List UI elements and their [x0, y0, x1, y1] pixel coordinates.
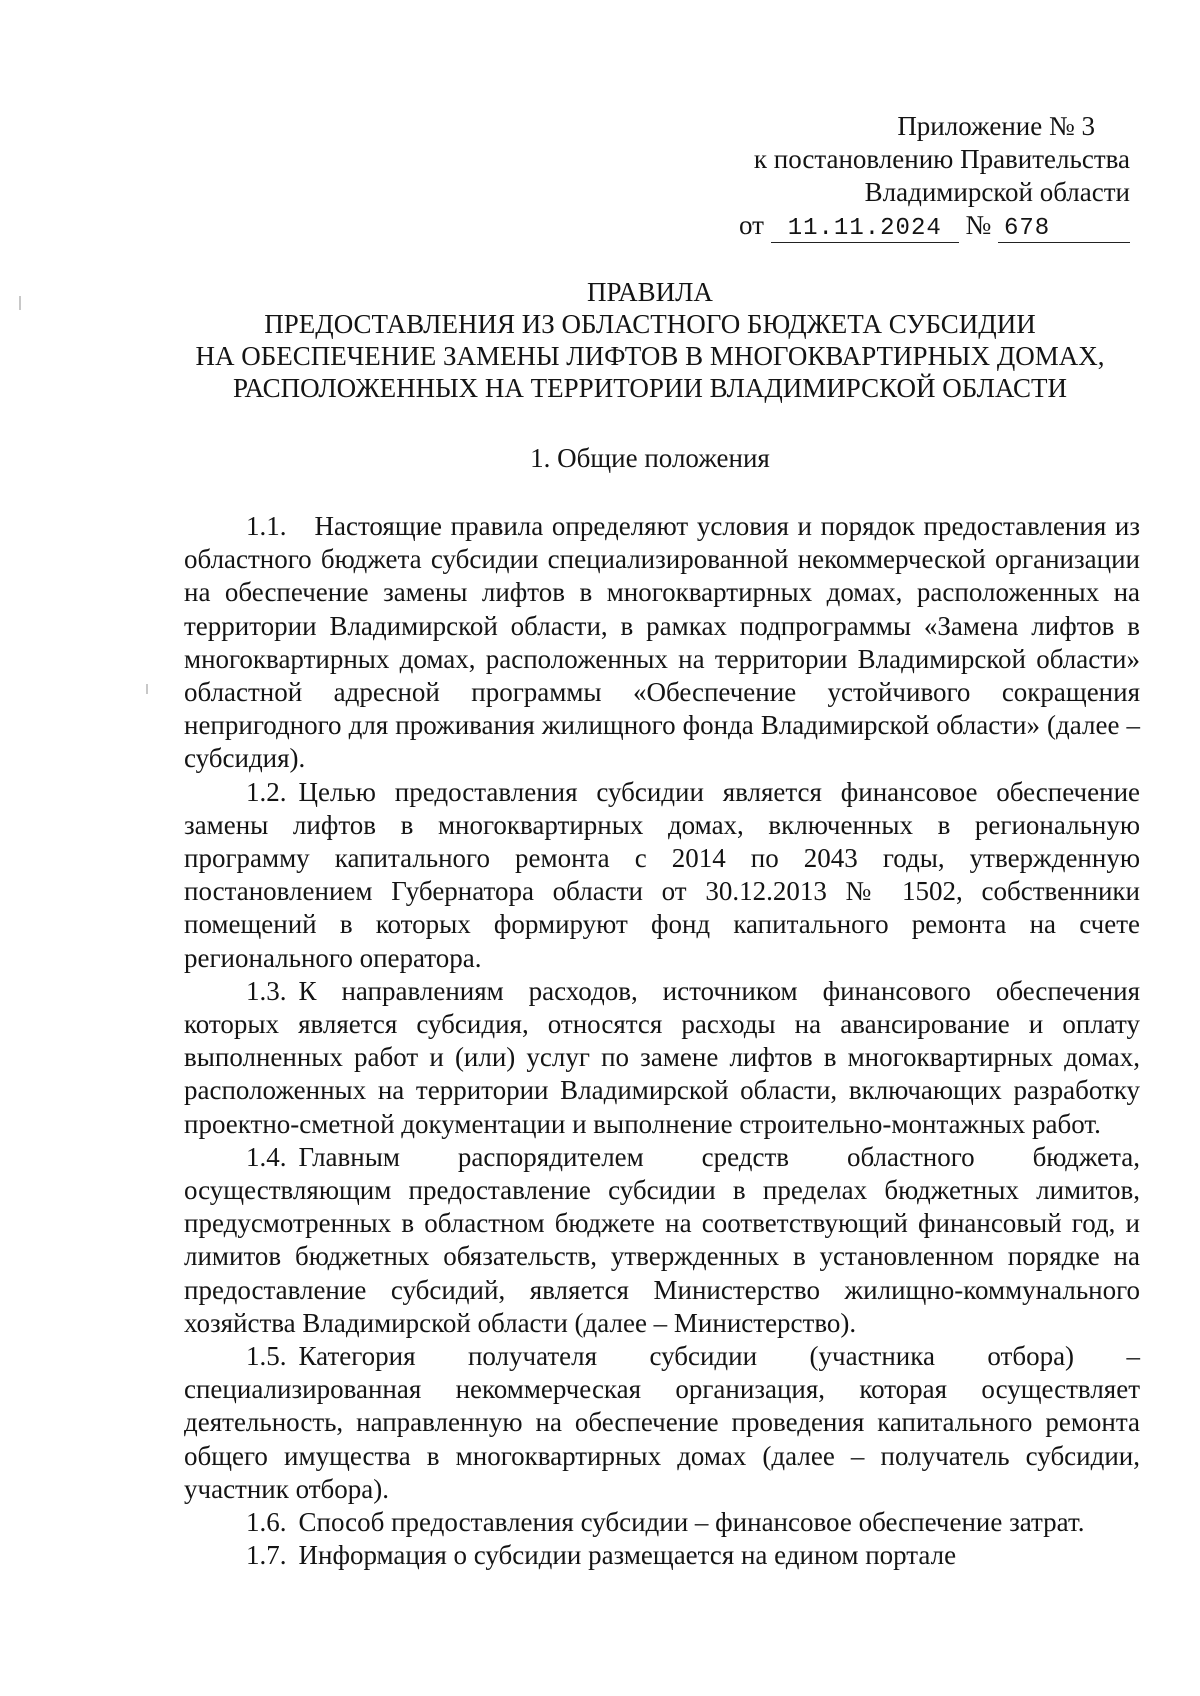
document-title	[160, 276, 1140, 404]
paragraph-number: 1.4.	[246, 1141, 287, 1172]
paragraph-1-3	[184, 975, 1140, 1141]
title-line: ПРЕДОСТАВЛЕНИЯ ИЗ ОБЛАСТНОГО БЮДЖЕТА СУБСИДИИ	[264, 309, 1036, 339]
paragraph-1-4	[184, 1141, 1140, 1340]
scan-margin-mark	[19, 296, 21, 310]
scan-margin-mark	[146, 684, 148, 694]
paragraph-1-2	[184, 776, 1140, 975]
paragraph-text: Целью предоставления субсидии является финансовое обеспечение замены лифтов в многоквартирных домах, включенных в региональную программу капитального ремонта с 2014 по 2043 годы, утвержденную постановлением Губернатора области от 30.12.2013 № 1502, собственники помещений в которых формируют фонд капитального ремонта на счете регионального оператора.	[184, 776, 1140, 973]
paragraph-text: Информация о субсидии размещается на едином портале	[298, 1540, 957, 1571]
annex-label: Приложение № 3	[897, 111, 1095, 141]
title-line: ПРАВИЛА	[587, 277, 713, 307]
resolution-date: 11.11.2024	[771, 217, 959, 243]
paragraph-number: 1.1.	[246, 511, 287, 541]
date-prefix: от	[739, 210, 764, 240]
region-name: Владимирской области	[864, 177, 1130, 207]
title-line: НА ОБЕСПЕЧЕНИЕ ЗАМЕНЫ ЛИФТОВ В МНОГОКВАРТИРНЫХ ДОМАХ,	[195, 341, 1105, 371]
document-body	[184, 510, 1140, 1573]
paragraph-number: 1.6.	[246, 1507, 287, 1538]
paragraph-1-7	[184, 1539, 1140, 1572]
number-sign: №	[965, 210, 992, 240]
paragraph-text: Способ предоставления субсидии – финансовое обеспечение затрат.	[298, 1507, 1085, 1538]
section-heading: 1. Общие положения	[530, 443, 770, 473]
resolution-number: 678	[998, 217, 1130, 243]
paragraph-number: 1.7.	[246, 1540, 287, 1571]
paragraph-text: К направлениям расходов, источником финансового обеспечения которых является субсидия, относятся расходы на авансирование и оплату выполненных работ и (или) услуг по замене лифтов в многоквартирных домах, расположенных на территории Владимирской области, включающих разработку проектно-сметной документации и выполнение строительно-монтажных работ.	[184, 975, 1140, 1139]
paragraph-text: Категория получателя субсидии (участника отбора) – специализированная некоммерческая организация, которая осуществляет деятельность, направленную на обеспечение проведения капитального ремонта общего имущества в многоквартирных домах (далее – получатель субсидии, участник отбора).	[184, 1341, 1140, 1504]
resolution-reference: к постановлению Правительства	[753, 144, 1130, 174]
resolution-date-line	[710, 209, 1130, 243]
paragraph-text: Главным распорядителем средств областного бюджета, осуществляющим предоставление субсидии в пределах бюджетных лимитов, предусмотренных в областном бюджете на соответствующий финансовый год, и лимитов бюджетных обязательств, утвержденных в установленном порядке на предоставление субсидий, является Министерство жилищно-коммунального хозяйства Владимирской области (далее – Министерство).	[184, 1141, 1140, 1338]
paragraph-number: 1.2.	[246, 776, 287, 807]
paragraph-text: Настоящие правила определяют условия и порядок предоставления из областного бюджета субсидии специализированной некоммерческой организации на обеспечение замены лифтов в многоквартирных домах, расположенных на территории Владимирской области, в рамках подпрограммы «Замена лифтов в многоквартирных домах, расположенных на территории Владимирской области» областной адресной программы «Обеспечение устойчивого сокращения непригодного для проживания жилищного фонда Владимирской области» (далее – субсидия).	[184, 511, 1140, 774]
title-line: РАСПОЛОЖЕННЫХ НА ТЕРРИТОРИИ ВЛАДИМИРСКОЙ ОБЛАСТИ	[232, 373, 1068, 403]
paragraph-number: 1.3.	[246, 975, 287, 1006]
paragraph-number: 1.5.	[246, 1341, 287, 1372]
annex-header	[710, 110, 1130, 243]
paragraph-1-6	[184, 1506, 1140, 1539]
paragraph-1-5	[184, 1340, 1140, 1506]
paragraph-1-1	[184, 510, 1140, 776]
